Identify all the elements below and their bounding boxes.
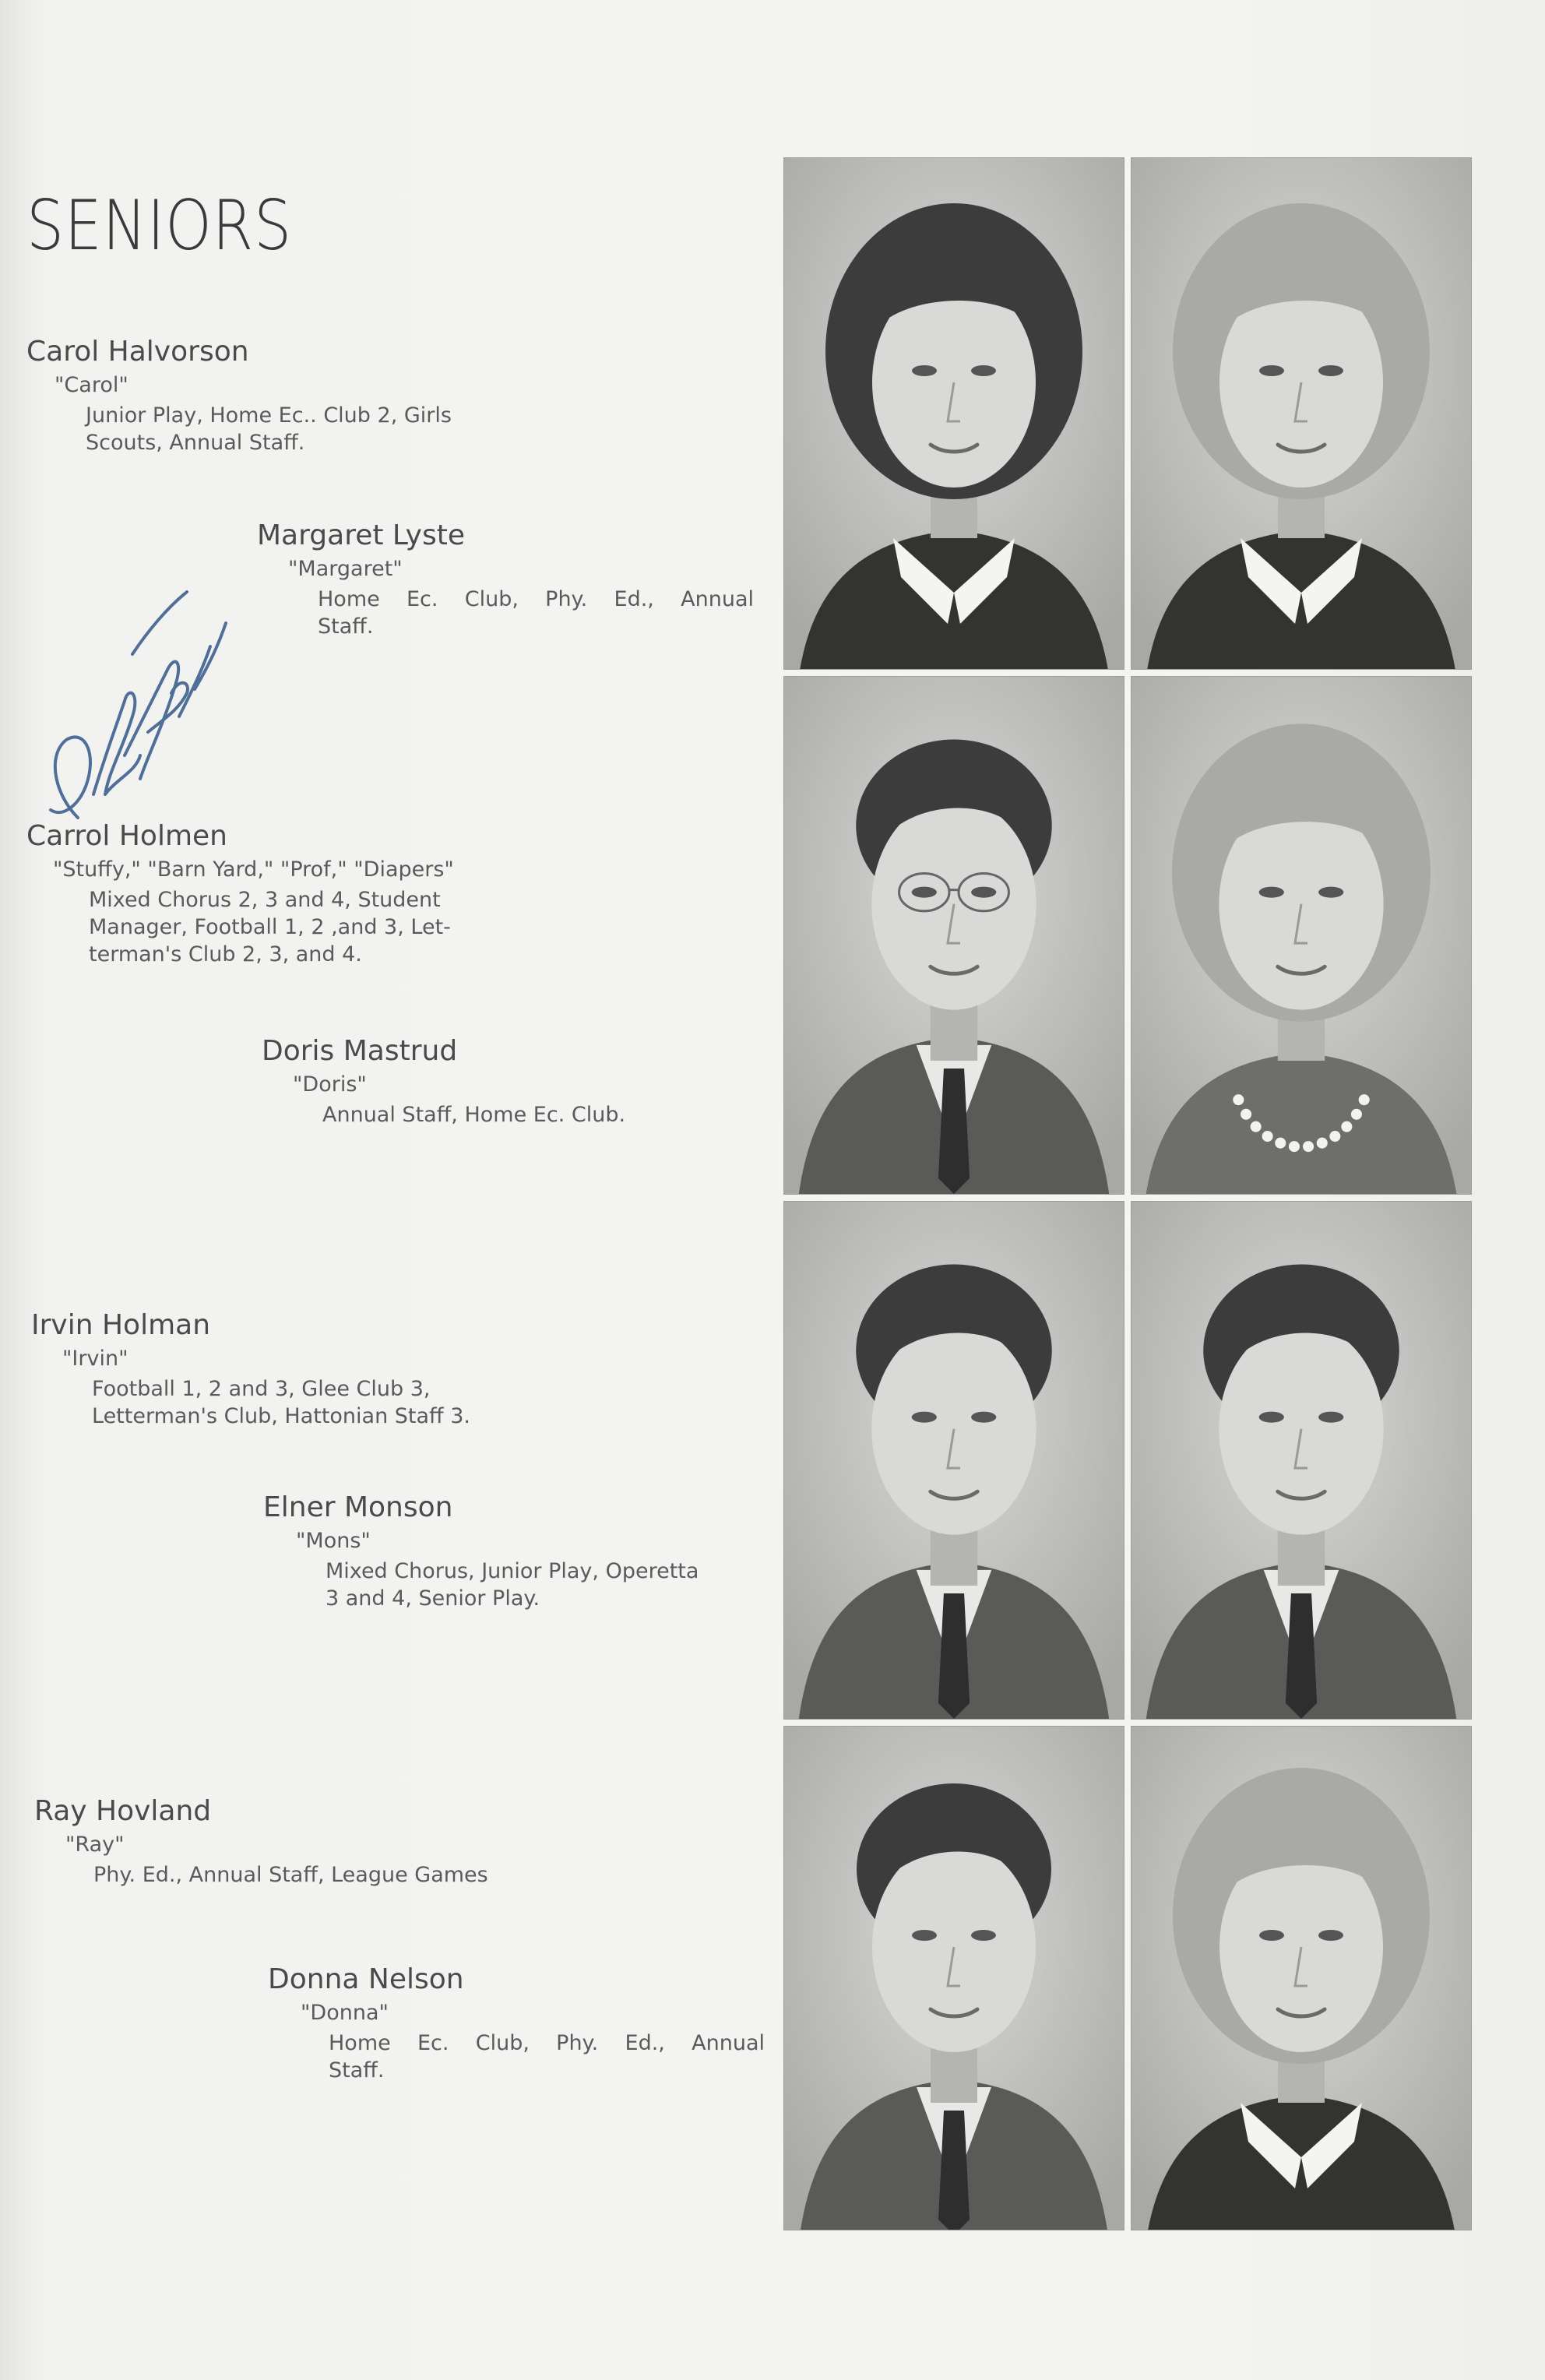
student-nickname: "Irvin" (62, 1347, 128, 1371)
student-entry-carol-halvorson (26, 335, 452, 456)
student-entry-carrol-holmen (26, 819, 454, 968)
student-activities: Mixed Chorus, Junior Play, Operetta 3 and 4, Senior Play. (326, 1559, 699, 1611)
student-activities: Home Ec. Club, Phy. Ed., Annual Staff. (329, 2031, 765, 2082)
portrait-photo (1131, 676, 1472, 1195)
student-nickname: "Stuffy," "Barn Yard," "Prof," "Diapers" (53, 857, 454, 882)
student-entry-ray-hovland (34, 1794, 488, 1889)
portrait-image (784, 158, 1124, 669)
portrait-image (784, 1202, 1124, 1719)
portrait-photo (783, 157, 1124, 670)
portrait-image (784, 1727, 1124, 2230)
student-nickname: "Ray" (65, 1833, 125, 1857)
student-activities: Football 1, 2 and 3, Glee Club 3, Letterman's Club, Hattonian Staff 3. (92, 1377, 470, 1428)
portrait-grid (783, 157, 1484, 2229)
portrait-photo (783, 1201, 1124, 1720)
student-entry-margaret-lyste (257, 519, 754, 640)
student-nickname: "Margaret" (288, 557, 403, 581)
student-activities: Annual Staff, Home Ec. Club. (322, 1103, 626, 1127)
student-entry-doris-mastrud (262, 1034, 625, 1128)
student-name: Margaret Lyste (257, 519, 465, 551)
student-nickname: "Mons" (296, 1529, 371, 1553)
portrait-photo (783, 676, 1124, 1195)
portrait-image (784, 677, 1124, 1194)
portrait-photo (1131, 1726, 1472, 2230)
student-nickname: "Doris" (293, 1072, 367, 1097)
portrait-photo (1131, 1201, 1472, 1720)
student-name: Elner Monson (263, 1491, 453, 1523)
portrait-image (1131, 677, 1471, 1194)
page-title: SENIORS (26, 185, 293, 266)
student-activities: Home Ec. Club, Phy. Ed., Annual Staff. (318, 587, 754, 639)
student-name: Doris Mastrud (262, 1035, 458, 1067)
student-name: Irvin Holman (31, 1309, 211, 1341)
student-name: Carrol Holmen (26, 820, 227, 852)
portrait-photo (1131, 157, 1472, 670)
portrait-image (1131, 1202, 1471, 1719)
student-name: Carol Halvorson (26, 336, 249, 368)
student-entry-elner-monson (263, 1491, 699, 1612)
portrait-image (1131, 1727, 1471, 2230)
student-entry-irvin-holman (31, 1308, 470, 1430)
portrait-image (1131, 158, 1471, 669)
student-nickname: "Donna" (301, 2001, 389, 2025)
student-activities: Junior Play, Home Ec.. Club 2, Girls Scouts, Annual Staff. (86, 403, 452, 455)
student-nickname: "Carol" (55, 373, 128, 397)
student-name: Ray Hovland (34, 1795, 212, 1827)
student-activities: Mixed Chorus 2, 3 and 4, Student Manager, Football 1, 2 ,and 3, Let- terman's Club 2, 3, and 4. (89, 888, 451, 966)
student-entry-donna-nelson (268, 1963, 765, 2084)
student-activities: Phy. Ed., Annual Staff, League Games (93, 1863, 488, 1887)
handwritten-signature (31, 561, 234, 841)
portrait-photo (783, 1726, 1124, 2230)
student-name: Donna Nelson (268, 1963, 464, 1995)
